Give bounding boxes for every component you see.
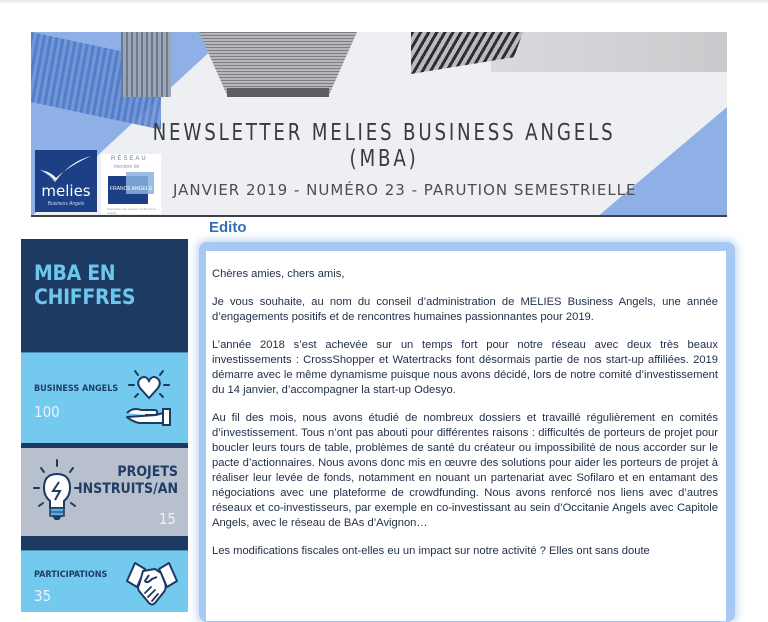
edito-paragraph: L’année 2018 s’est achevée sur un temps fort pour notre réseau avec deux très beaux investissements : CrossShopper et Watertracks font désormais partie de nos start-up affiliées. 2019 démarre avec le même dynamisme puisque nous avons décidé, lors de notre comité d’investissement du 14 janvier, d’accompagner la start-up Odesyo. [212,339,718,396]
newsletter-banner [31,32,727,217]
edito-paragraph: Je vous souhaite, au nom du conseil d’administration de MELIES Business Angels, une année d’engagements positifs et de rencontres humaines passionnantes pour 2019. [212,296,718,323]
edito-heading: Edito [209,219,247,236]
network-logo-name: FRANCE ANGELS [110,186,152,192]
stat-participations [21,550,188,612]
stat-label-line2: INSTRUITS/AN [77,481,178,497]
banner-building-right-shade [491,32,727,72]
newsletter-title-line2: (MBA) [349,146,419,172]
top-edge [0,0,768,4]
stat-projects-per-year [21,448,188,536]
banner-bottom-edge [31,215,727,217]
handshake-icon [125,559,179,609]
banner-building-left-side [121,32,171,97]
sidebar-title [34,261,188,309]
edito-content [206,251,726,621]
mba-figures-sidebar [21,239,188,611]
checkmark-swoosh-icon [39,154,93,184]
edito-paragraph: Les modifications fiscales ont-elles eu un impact sur notre activité ? Elles ont sans doute [212,545,650,557]
melies-logo-tagline: Business Angels [47,201,85,207]
network-logo-label: RÉSEAU [111,156,148,162]
sidebar-title-text: MBA EN CHIFFRES [34,261,136,309]
edito-paragraph: Au fil des mois, nous avons étudié de nombreux dossiers et travaillé régulièrement en comités d’investissement. Tous n’ont pas abouti pour différentes raisons : difficultés de porteurs de projet pour boucler leurs tours de table, problèmes de santé du créateur ou impossibilité de nous accorder sur le pacte d’actionnaires. Nous avons donc mis en œuvre des solutions pour aider les porteurs de projet à réaliser leur levée de fonds, notamment en nouant un partenariat avec Sofilaro et en entamant des négociations avec une plateforme de crowdfunding. Nous avons renforcé nos liens avec d’autres réseaux et co-investisseurs, par exemple en co-investissant au sein d’Occitanie Angels avec Capitole Angels, avec le réseau de BAs d’Avignon… [212,412,718,529]
network-logo-footnote: Fédération des réseaux de Business Angels [107,207,156,215]
melies-logo [35,150,97,212]
stat-label: BUSINESS ANGELS [34,384,119,394]
melies-logo-name: melies [41,182,91,200]
stat-value: 35 [34,587,52,605]
stat-label-line1: PROJETS [117,464,178,480]
france-angels-network-logo [101,154,161,214]
stat-value: 100 [34,403,60,421]
network-logo-sublabel: membre de [114,164,140,170]
stat-label [78,464,178,498]
newsletter-title-line1: NEWSLETTER MELIES BUSINESS ANGELS [152,120,616,146]
banner-building-center-base [227,88,329,97]
stat-business-angels [21,352,188,443]
newsletter-title [78,120,690,172]
heart-in-hand-icon [125,367,173,429]
edito-paragraph: Chères amies, chers amis, [212,268,345,280]
newsletter-issue-info: JANVIER 2019 - NUMÉRO 23 - PARUTION SEMESTRIELLE [173,181,637,199]
stat-label: PARTICIPATIONS [34,570,108,580]
stat-value: 15 [158,510,176,528]
lightbulb-icon [33,458,83,524]
